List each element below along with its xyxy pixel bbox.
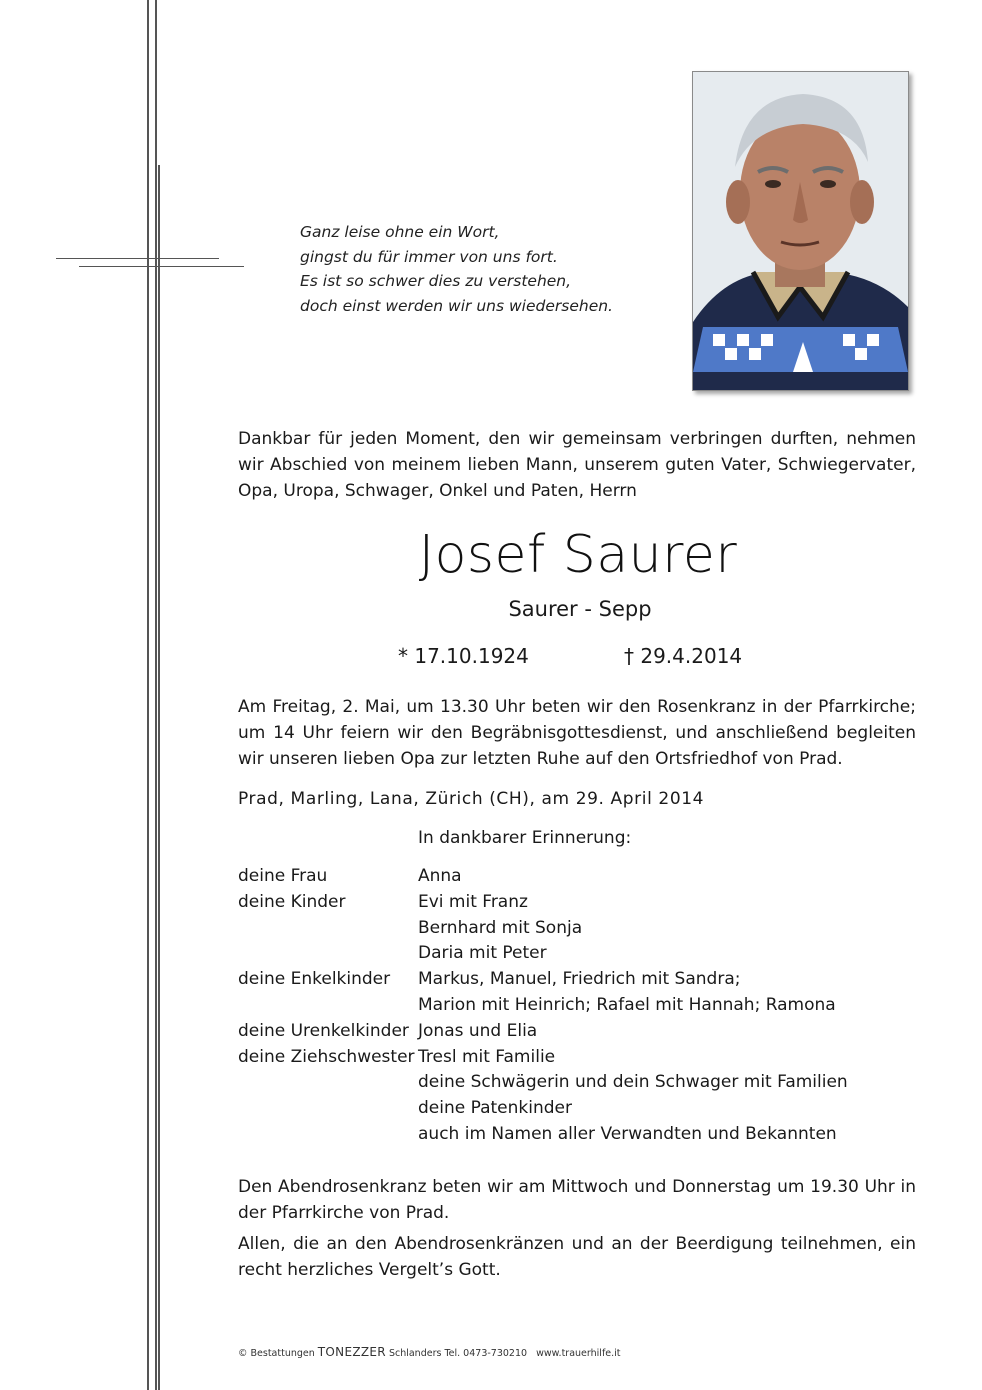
family-list: [238, 864, 848, 1148]
deceased-nickname: Saurer - Sepp: [508, 597, 652, 621]
family-row: [238, 864, 848, 890]
family-role: [238, 941, 418, 967]
funeral-text: Am Freitag, 2. Mai, um 13.30 Uhr beten wir den Rosenkranz in der Pfarrkirche; um 14 Uhr feiern wir den Begräbnisgottesdienst, und anschließend begleiten wir unseren lieben Opa zur letzten Ruhe auf den Ortsfriedhof von Prad.: [238, 697, 916, 769]
poem: [300, 220, 670, 318]
poem-line: gingst du für immer von uns fort.: [300, 247, 558, 266]
family-role: deine Enkelkinder: [238, 969, 391, 990]
family-role: deine Kinder: [238, 891, 346, 912]
footer-city: Schlanders: [388, 1348, 442, 1359]
family-names: Marion mit Heinrich; Rafael mit Hannah; Ramona: [418, 994, 836, 1015]
family-row: [238, 967, 848, 993]
thanks-text: Allen, die an den Abendrosenkränzen und an der Beerdigung teilnehmen, ein recht herzliches Vergelt’s Gott.: [238, 1234, 916, 1280]
family-row: [238, 1045, 848, 1071]
family-names: Markus, Manuel, Friedrich mit Sandra;: [418, 969, 741, 990]
family-names: Jonas und Elia: [418, 1020, 538, 1041]
family-role: [238, 1122, 418, 1148]
remembrance-heading: In dankbarer Erinnerung:: [418, 828, 632, 848]
poem-line: doch einst werden wir uns wiedersehen.: [300, 296, 613, 315]
family-row: [238, 1070, 848, 1096]
footer: [238, 1345, 621, 1359]
family-role: [238, 1096, 418, 1122]
rosary-text: Den Abendrosenkranz beten wir am Mittwoch und Donnerstag um 19.30 Uhr in der Pfarrkirche von Prad.: [238, 1177, 916, 1223]
family-names: Evi mit Franz: [418, 891, 528, 912]
family-names: Daria mit Peter: [418, 943, 547, 964]
intro-text: Dankbar für jeden Moment, den wir gemeinsam verbringen durften, nehmen wir Abschied von meinem lieben Mann, unserem guten Vater, Schwiegervater, Opa, Uropa, Schwager, Onkel und Paten, Herrn: [238, 429, 916, 501]
family-role: [238, 1070, 418, 1096]
family-names: auch im Namen aller Verwandten und Bekannten: [418, 1123, 837, 1144]
family-names: deine Schwägerin und dein Schwager mit Familien: [418, 1072, 848, 1093]
family-row: [238, 1019, 848, 1045]
family-names: Anna: [418, 866, 462, 886]
footer-url[interactable]: www.trauerhilfe.it: [536, 1348, 621, 1359]
family-row: [238, 1096, 848, 1122]
family-role: deine Ziehschwester: [238, 1046, 415, 1067]
family-row: [238, 1122, 848, 1148]
family-row: [238, 890, 848, 916]
family-role: deine Frau: [238, 866, 328, 886]
family-role: deine Urenkelkinder: [238, 1020, 409, 1041]
family-row: [238, 916, 848, 942]
deceased-name: Josef Saurer: [418, 525, 738, 585]
footer-brand: TONEZZER: [317, 1345, 386, 1359]
poem-line: Es ist so schwer dies zu verstehen,: [300, 272, 572, 290]
family-names: Bernhard mit Sonja: [418, 917, 583, 938]
birth-date: * 17.10.1924: [398, 644, 529, 668]
family-names: Tresl mit Familie: [418, 1046, 556, 1067]
family-role: [238, 916, 418, 942]
footer-tel: Tel. 0473-730210: [444, 1348, 528, 1359]
family-row: [238, 993, 848, 1019]
poem-line: Ganz leise ohne ein Wort,: [300, 223, 500, 241]
family-names: deine Patenkinder: [418, 1098, 572, 1119]
place-date: Prad, Marling, Lana, Zürich (CH), am 29. April 2014: [238, 789, 705, 809]
footer-copyright: © Bestattungen: [238, 1348, 315, 1359]
family-row: [238, 941, 848, 967]
portrait-photo: [692, 71, 909, 391]
family-role: [238, 993, 418, 1019]
death-date: † 29.4.2014: [624, 644, 743, 668]
